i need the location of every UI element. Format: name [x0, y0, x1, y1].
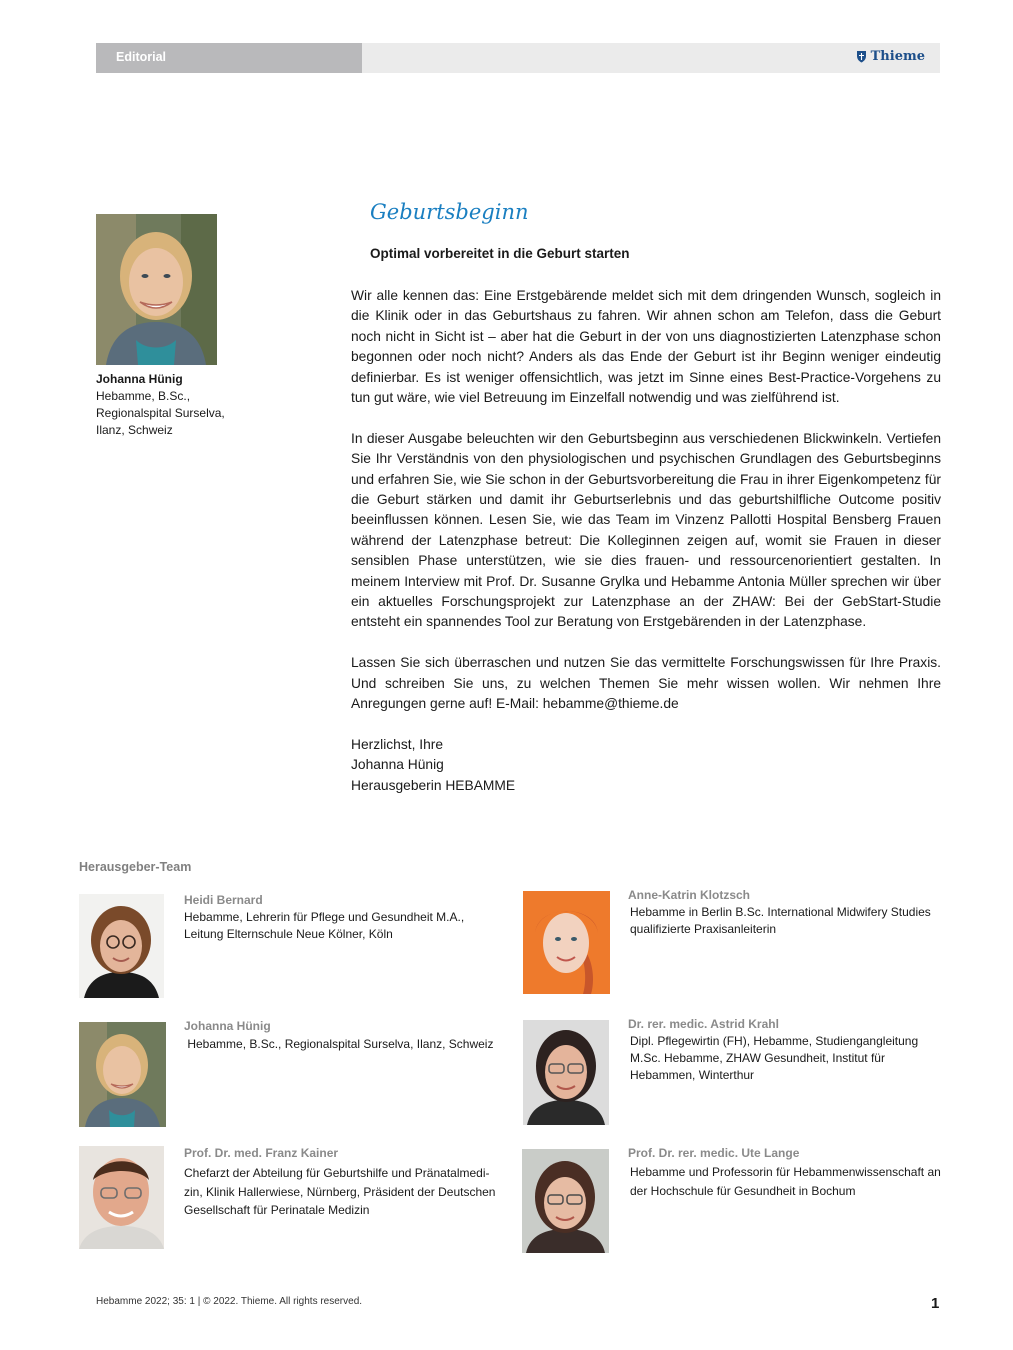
article-title: Geburtsbeginn — [370, 200, 529, 224]
member-description — [630, 1033, 918, 1084]
author-caption — [96, 371, 276, 439]
author-photo — [96, 214, 217, 365]
brand-logo — [856, 49, 925, 64]
section-label: Editorial — [96, 43, 362, 73]
member-photo — [523, 891, 610, 994]
member-desc-line: Hebamme in Berlin B.Sc. International Midwifery Studies — [630, 905, 931, 919]
article-subtitle: Optimal vorbereitet in die Geburt starten — [370, 246, 630, 261]
member-photo — [79, 894, 164, 998]
member-photo — [522, 1149, 609, 1253]
member-description — [184, 1164, 495, 1220]
author-name: Johanna Hünig — [96, 372, 183, 386]
member-desc-line: zin, Klinik Hallerwiese, Nürnberg, Präsident der Deutschen — [184, 1184, 496, 1199]
member-name: Heidi Bernard — [184, 893, 263, 907]
closing-greeting: Herzlichst, Ihre — [351, 737, 444, 752]
brand-name: Thieme — [870, 49, 925, 64]
member-desc-line: Hebammen, Winterthur — [630, 1068, 755, 1082]
member-desc-line: Gesellschaft für Perinatale Medizin — [184, 1203, 370, 1217]
thieme-crest-icon — [856, 50, 867, 63]
team-heading: Herausgeber-Team — [79, 860, 192, 874]
member-desc-line: der Hochschule für Gesundheit in Bochum — [630, 1184, 856, 1198]
member-photo — [79, 1146, 164, 1249]
member-description — [630, 904, 931, 938]
member-photo — [79, 1022, 166, 1127]
article-body — [351, 286, 941, 735]
author-location: Ilanz, Schweiz — [96, 423, 173, 437]
member-name: Dr. rer. medic. Astrid Krahl — [628, 1017, 779, 1031]
member-photo — [523, 1020, 609, 1125]
paragraph: Wir alle kennen das: Eine Erstgebärende meldet sich mit dem dringenden Wunsch, sogleich in die Klinik oder in das Geburtshaus zu fahren. Wir ahnen schon am Telefon, dass die Geburt noch nicht in Sicht ist – aber hat die Geburt in der von uns diagnostizierten Latenzphase schon begonnen oder noch nicht? Anders als das Ende der Geburt ist ihr Beginn weniger eindeutig definierbar. Es ist weniger offensichtlich, was jetzt im Sinne eines Best-Practice-Vorgehens zu tun gut wäre, wie viel Betreuung im Einzelfall notwendig und was zielführend ist. — [351, 288, 941, 406]
paragraph: Lassen Sie sich überraschen und nutzen Sie das vermittelte Forschungswissen für Ihre Praxis. Und schreiben Sie uns, zu welchen Themen Sie mehr wissen wollen. Wir nehmen Ihre Anregungen gerne auf! E-Mail: hebamme@thieme.de — [351, 655, 941, 712]
member-description — [630, 1163, 941, 1201]
member-name: Anne-Katrin Klotzsch — [628, 888, 751, 902]
member-name: Johanna Hünig — [184, 1019, 271, 1033]
header-bar — [96, 43, 940, 73]
member-desc-line: Chefarzt der Abteilung für Geburtshilfe und Pränatalmedi- — [184, 1166, 490, 1180]
closing-signature — [351, 735, 515, 796]
author-affiliation: Regionalspital Surselva, — [96, 406, 225, 420]
member-desc-line: qualifizierte Praxisanleiterin — [630, 922, 777, 936]
member-desc-line: Leitung Elternschule Neue Kölner, Köln — [184, 927, 393, 941]
member-description — [184, 909, 464, 943]
footer-citation: Hebamme 2022; 35: 1 | © 2022. Thieme. All rights reserved. — [96, 1296, 363, 1307]
member-desc-line: Dipl. Pflegewirtin (FH), Hebamme, Studiengangleitung — [630, 1034, 919, 1048]
member-desc-line: Hebamme, B.Sc., Regionalspital Surselva, Ilanz, Schweiz — [184, 1037, 494, 1051]
closing-name: Johanna Hünig — [351, 757, 444, 773]
author-role: Hebamme, B.Sc., — [96, 389, 191, 403]
paragraph: In dieser Ausgabe beleuchten wir den Geburtsbeginn aus verschiedenen Blickwinkeln. Vertiefen Sie Ihr Verständnis von den physiologischen und psychischen Grundlagen des Geburtsbeginns und erfahren Sie, wie Sie schon in der Geburtsvorbereitung die Frau in ihrer Eigenkompetenz für die Geburt stärken und damit ihr Geburtserlebnis und das geburtshilfliche Outcome positiv beeinflussen können. Lesen Sie, wie das Team im Vinzenz Pallotti Hospital Bensberg Frauen während der Latenzphase betreut: Die Kolleginnen zeigen auf, womit sie Frauen in dieser sensiblen Phase unterstützen, wie sie dies frauen- und ressourcenorientiert gestalten. In meinem Interview mit Prof. Dr. Susanne Grylka und Hebamme Antonia Müller sprechen wir über ein aktuelles Forschungsprojekt zur Latenzphase an der ZHAW: Bei der GebStart-Studie entsteht ein spannendes Tool zur Beratung von Erstgebärenden in der Latenzphase. — [351, 430, 941, 630]
member-name: Prof. Dr. rer. medic. Ute Lange — [628, 1146, 800, 1160]
member-desc-line: M.Sc. Hebamme, ZHAW Gesundheit, Institut für — [630, 1051, 885, 1065]
closing-role: Herausgeberin HEBAMME — [351, 777, 516, 793]
member-desc-line: Hebamme, Lehrerin für Pflege und Gesundheit M.A., — [184, 910, 465, 924]
member-description — [184, 1036, 493, 1053]
member-desc-line: Hebamme und Professorin für Hebammenwissenschaft an — [630, 1165, 941, 1179]
page-number: 1 — [931, 1295, 940, 1312]
member-name: Prof. Dr. med. Franz Kainer — [184, 1146, 339, 1160]
